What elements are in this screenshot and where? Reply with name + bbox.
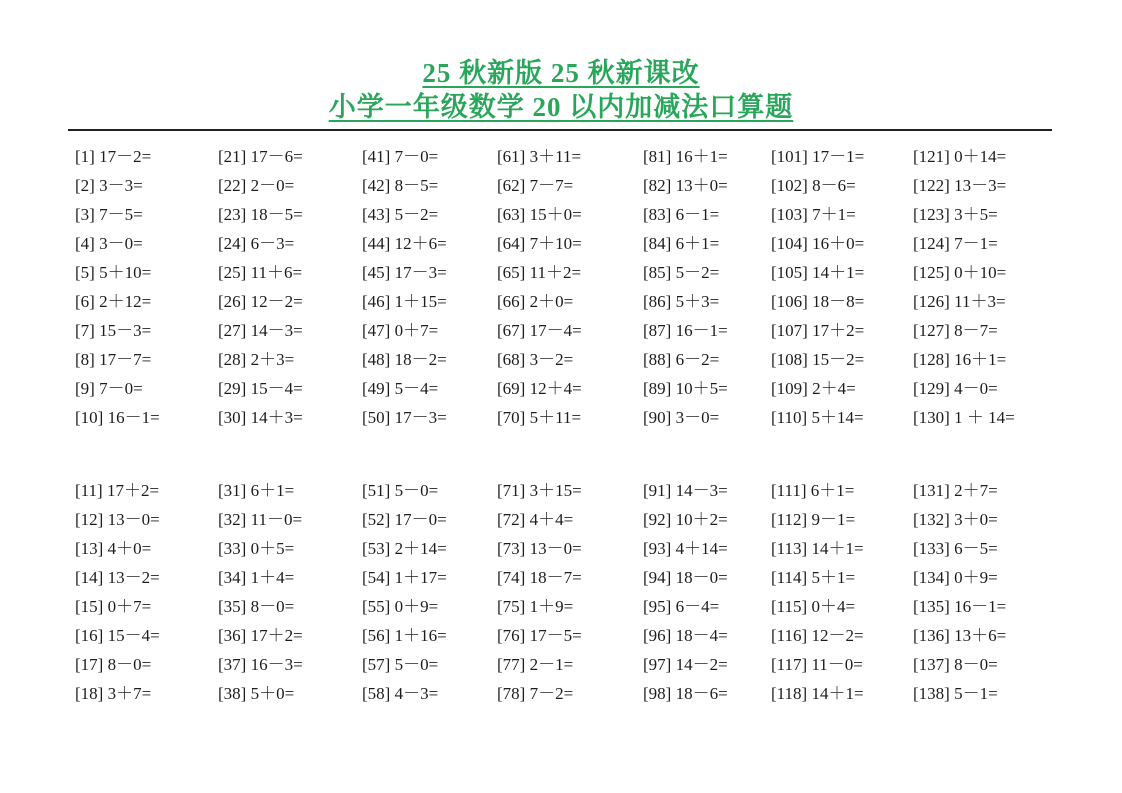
problem-item: [93] 4＋14= <box>643 539 728 558</box>
problem-column <box>771 476 913 708</box>
problem-item: [131] 2＋7= <box>913 481 998 500</box>
problem-item: [102] 8－6= <box>771 176 856 195</box>
problem-column <box>771 142 913 432</box>
problem-item: [43] 5－2= <box>362 205 439 224</box>
problem-item: [96] 18－4= <box>643 626 728 645</box>
problem-item: [41] 7－0= <box>362 147 439 166</box>
problem-item: [98] 18－6= <box>643 684 728 703</box>
problem-item: [37] 16－3= <box>218 655 303 674</box>
problem-item: [54] 1＋17= <box>362 568 447 587</box>
problem-item: [105] 14＋1= <box>771 263 865 282</box>
problem-item: [31] 6＋1= <box>218 481 295 500</box>
problem-item: [135] 16－1= <box>913 597 1007 616</box>
problem-item: [25] 11＋6= <box>218 263 303 282</box>
problem-column <box>643 142 771 432</box>
problem-item: [75] 1＋9= <box>497 597 574 616</box>
problem-item: [70] 5＋11= <box>497 408 582 427</box>
problem-item: [86] 5＋3= <box>643 292 720 311</box>
problems-section-2 <box>75 476 1092 708</box>
problem-item: [110] 5＋14= <box>771 408 864 427</box>
problem-item: [8] 17－7= <box>75 350 152 369</box>
problem-item: [61] 3＋11= <box>497 147 582 166</box>
problem-item: [88] 6－2= <box>643 350 720 369</box>
problem-item: [117] 11－0= <box>771 655 863 674</box>
problem-item: [38] 5＋0= <box>218 684 295 703</box>
problem-item: [87] 16－1= <box>643 321 728 340</box>
problem-item: [104] 16＋0= <box>771 234 865 253</box>
problem-item: [108] 15－2= <box>771 350 865 369</box>
problem-item: [138] 5－1= <box>913 684 998 703</box>
problems-area <box>0 131 1122 708</box>
problem-item: [127] 8－7= <box>913 321 998 340</box>
problem-item: [15] 0＋7= <box>75 597 152 616</box>
problem-item: [4] 3－0= <box>75 234 143 253</box>
problem-item: [133] 6－5= <box>913 539 998 558</box>
problem-item: [17] 8－0= <box>75 655 152 674</box>
problem-item: [113] 14＋1= <box>771 539 864 558</box>
problem-item: [81] 16＋1= <box>643 147 728 166</box>
worksheet-title-line2: 小学一年级数学 20 以内加减法口算题 <box>328 92 794 122</box>
problem-item: [125] 0＋10= <box>913 263 1007 282</box>
problem-item: [10] 16－1= <box>75 408 160 427</box>
problem-item: [13] 4＋0= <box>75 539 152 558</box>
problem-item: [27] 14－3= <box>218 321 303 340</box>
problem-item: [123] 3＋5= <box>913 205 998 224</box>
problem-item: [26] 12－2= <box>218 292 303 311</box>
problem-item: [90] 3－0= <box>643 408 720 427</box>
problem-item: [103] 7＋1= <box>771 205 856 224</box>
problem-item: [6] 2＋12= <box>75 292 152 311</box>
problem-item: [91] 14－3= <box>643 481 728 500</box>
problem-item: [115] 0＋4= <box>771 597 856 616</box>
problem-item: [122] 13－3= <box>913 176 1007 195</box>
problem-item: [36] 17＋2= <box>218 626 303 645</box>
problem-item: [124] 7－1= <box>913 234 998 253</box>
problem-item: [2] 3－3= <box>75 176 143 195</box>
problem-item: [32] 11－0= <box>218 510 303 529</box>
problem-item: [45] 17－3= <box>362 263 447 282</box>
problem-column <box>75 142 218 432</box>
problem-item: [132] 3＋0= <box>913 510 998 529</box>
problem-item: [65] 11＋2= <box>497 263 582 282</box>
problem-item: [12] 13－0= <box>75 510 160 529</box>
problem-item: [52] 17－0= <box>362 510 447 529</box>
problem-item: [21] 17－6= <box>218 147 303 166</box>
problem-column <box>497 142 643 432</box>
problem-item: [73] 13－0= <box>497 539 582 558</box>
problem-item: [42] 8－5= <box>362 176 439 195</box>
problem-item: [50] 17－3= <box>362 408 447 427</box>
problem-item: [58] 4－3= <box>362 684 439 703</box>
problem-item: [112] 9－1= <box>771 510 856 529</box>
problem-item: [137] 8－0= <box>913 655 998 674</box>
problem-item: [64] 7＋10= <box>497 234 582 253</box>
problems-section-1 <box>75 142 1092 432</box>
problem-column <box>362 142 497 432</box>
problem-item: [92] 10＋2= <box>643 510 728 529</box>
problem-item: [23] 18－5= <box>218 205 303 224</box>
problem-item: [77] 2－1= <box>497 655 574 674</box>
problem-column <box>218 142 362 432</box>
problem-item: [129] 4－0= <box>913 379 998 398</box>
problem-item: [101] 17－1= <box>771 147 865 166</box>
problem-item: [71] 3＋15= <box>497 481 582 500</box>
problem-column <box>643 476 771 708</box>
problem-item: [84] 6＋1= <box>643 234 720 253</box>
problem-item: [126] 11＋3= <box>913 292 1006 311</box>
problem-item: [5] 5＋10= <box>75 263 152 282</box>
problem-item: [106] 18－8= <box>771 292 865 311</box>
problem-column <box>497 476 643 708</box>
problem-item: [67] 17－4= <box>497 321 582 340</box>
problem-item: [3] 7－5= <box>75 205 143 224</box>
problem-item: [136] 13＋6= <box>913 626 1007 645</box>
problem-column <box>362 476 497 708</box>
problem-item: [28] 2＋3= <box>218 350 295 369</box>
problem-column <box>913 476 1092 708</box>
problem-item: [57] 5－0= <box>362 655 439 674</box>
problem-item: [69] 12＋4= <box>497 379 582 398</box>
problem-item: [55] 0＋9= <box>362 597 439 616</box>
problem-item: [121] 0＋14= <box>913 147 1007 166</box>
problem-item: [63] 15＋0= <box>497 205 582 224</box>
problem-item: [130] 1 ＋ 14= <box>913 408 1015 427</box>
problem-column <box>75 476 218 708</box>
problem-item: [14] 13－2= <box>75 568 160 587</box>
problem-item: [85] 5－2= <box>643 263 720 282</box>
problem-item: [35] 8－0= <box>218 597 295 616</box>
problem-column <box>218 476 362 708</box>
problem-item: [89] 10＋5= <box>643 379 728 398</box>
problem-item: [74] 18－7= <box>497 568 582 587</box>
problem-item: [7] 15－3= <box>75 321 152 340</box>
problem-item: [118] 14＋1= <box>771 684 864 703</box>
problem-item: [47] 0＋7= <box>362 321 439 340</box>
problem-item: [56] 1＋16= <box>362 626 447 645</box>
problem-item: [66] 2＋0= <box>497 292 574 311</box>
worksheet-title-line1: 25 秋新版 25 秋新课改 <box>422 58 700 88</box>
problem-item: [16] 15－4= <box>75 626 160 645</box>
problem-item: [9] 7－0= <box>75 379 143 398</box>
problem-item: [44] 12＋6= <box>362 234 447 253</box>
problem-item: [68] 3－2= <box>497 350 574 369</box>
problem-item: [128] 16＋1= <box>913 350 1007 369</box>
problem-item: [53] 2＋14= <box>362 539 447 558</box>
problem-item: [48] 18－2= <box>362 350 447 369</box>
problem-item: [109] 2＋4= <box>771 379 856 398</box>
problem-item: [18] 3＋7= <box>75 684 152 703</box>
problem-item: [30] 14＋3= <box>218 408 303 427</box>
problem-item: [78] 7－2= <box>497 684 574 703</box>
problem-item: [111] 6＋1= <box>771 481 855 500</box>
problem-item: [95] 6－4= <box>643 597 720 616</box>
problem-item: [29] 15－4= <box>218 379 303 398</box>
problem-item: [11] 17＋2= <box>75 481 160 500</box>
problem-column <box>913 142 1092 432</box>
problem-item: [51] 5－0= <box>362 481 439 500</box>
problem-item: [46] 1＋15= <box>362 292 447 311</box>
problem-item: [34] 1＋4= <box>218 568 295 587</box>
problem-item: [114] 5＋1= <box>771 568 856 587</box>
problem-item: [72] 4＋4= <box>497 510 574 529</box>
problem-item: [94] 18－0= <box>643 568 728 587</box>
problem-item: [97] 14－2= <box>643 655 728 674</box>
problem-item: [83] 6－1= <box>643 205 720 224</box>
problem-item: [33] 0＋5= <box>218 539 295 558</box>
problem-item: [107] 17＋2= <box>771 321 865 340</box>
problem-item: [62] 7－7= <box>497 176 574 195</box>
problem-item: [22] 2－0= <box>218 176 295 195</box>
problem-item: [49] 5－4= <box>362 379 439 398</box>
worksheet-header <box>0 0 1122 124</box>
problem-item: [116] 12－2= <box>771 626 864 645</box>
problem-item: [76] 17－5= <box>497 626 582 645</box>
problem-item: [134] 0＋9= <box>913 568 998 587</box>
problem-item: [82] 13＋0= <box>643 176 728 195</box>
problem-item: [1] 17－2= <box>75 147 152 166</box>
problem-item: [24] 6－3= <box>218 234 295 253</box>
